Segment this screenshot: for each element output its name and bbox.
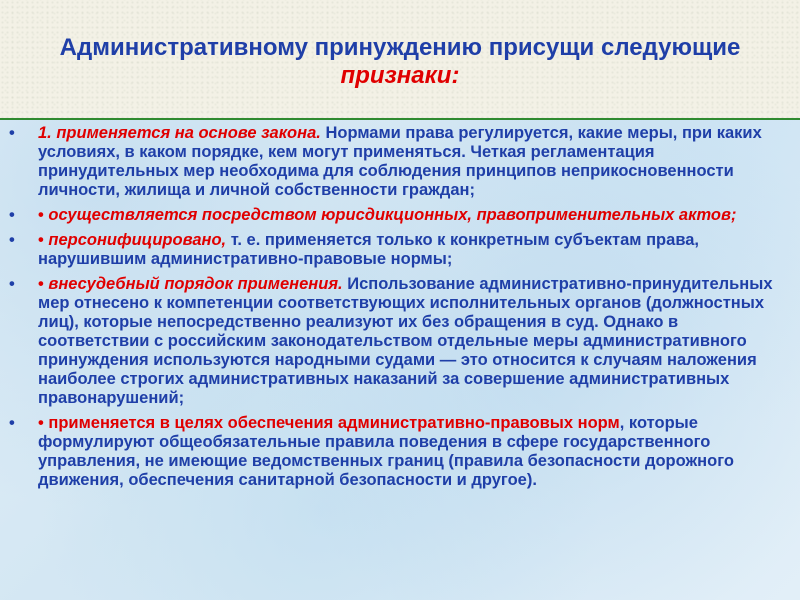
title-accent: признаки: [340, 62, 460, 89]
item-body: , которые формулируют общеобязательные правила поведения в сфере государственного управления, не имеющие ведомственных границ (правила безопасности дорожного движения, обеспечения санитарной безопасности и другое). [38, 414, 734, 489]
item-lead: персонифицировано, [48, 231, 227, 249]
bullet-icon: • [9, 206, 15, 224]
item-prefix: • [38, 275, 49, 293]
list-item-extrajudicial [0, 275, 786, 408]
item-lead: внесудебный порядок применения. [48, 275, 343, 293]
bullet-icon: • [9, 124, 15, 142]
item-lead: применяется в целях обеспечения административно-правовых норм [48, 414, 620, 432]
list-item-enforcement-purpose [0, 414, 786, 490]
slide-header [0, 0, 800, 118]
list-item-law-basis [0, 124, 786, 200]
item-lead: 1. применяется на основе закона. [38, 124, 321, 142]
bullet-icon: • [9, 414, 15, 432]
list-item-jurisdictional-acts [0, 206, 786, 225]
feature-list [0, 124, 786, 490]
title-main: Административному принуждению присущи следующие [59, 34, 741, 61]
list-item-personified [0, 231, 786, 269]
item-lead: осуществляется посредством юрисдикционных, правоприменительных актов; [48, 206, 737, 224]
item-prefix: • [38, 414, 49, 432]
slide-content [0, 124, 800, 496]
item-body: Использование административно-принудительных мер отнесено к компетенции соответствующих исполнительных органов (должностных лиц), которые непосредственно реализуют их без обращения в суд. Однако в соответствии с российским законодательством отдельные меры административного принуждения используются народными судами — это относится к случаям наложения наиболее строгих административных наказаний за совершение административных правонарушений; [38, 275, 773, 407]
item-body: т. е. применяется только к конкретным субъектам права, нарушившим административно-правовые нормы; [38, 231, 700, 268]
bullet-icon: • [9, 231, 15, 249]
item-prefix: • [38, 206, 49, 224]
item-body: Нормами права регулируется, какие меры, при каких условиях, в каком порядке, кем могут применяться. Четкая регламентация принудительных мер необходима для соблюдения принципов неприкосновенности личности, жилища и личной собственности граждан; [38, 124, 762, 199]
header-divider [0, 118, 800, 120]
bullet-icon: • [9, 275, 15, 293]
slide-title [0, 34, 800, 90]
item-prefix: • [38, 231, 49, 249]
